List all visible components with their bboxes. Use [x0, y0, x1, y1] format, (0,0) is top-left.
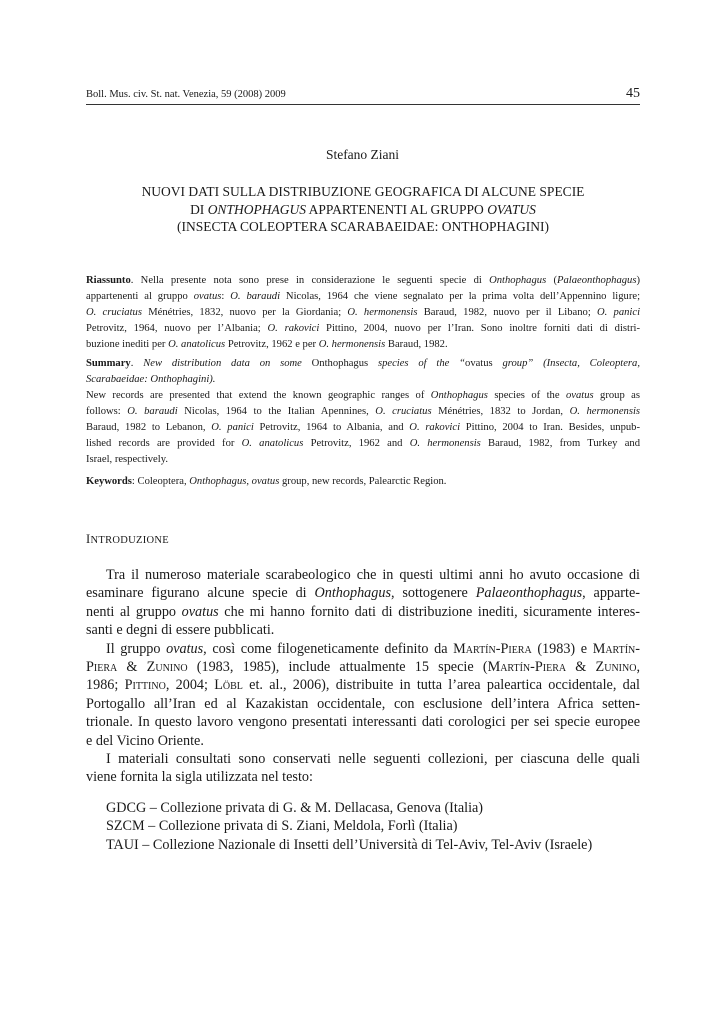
summary-title-line: Scarabaeidae: Onthophagini). [86, 374, 216, 385]
body-line: Portogallo all’Iran ed al Kazakistan occidentale, con esclusione dell’intera Africa setten- [86, 695, 640, 712]
body-line: Il gruppo ovatus, così come filogeneticamente definito da Martín-Piera (1983) e Martín- [106, 640, 640, 657]
riassunto-line: Riassunto. Nella presente nota sono prese in considerazione le seguenti specie di Onthophagus (Palaeonthophagus) [86, 275, 640, 286]
summary-abstract [86, 356, 640, 468]
body-line: trionale. In questo lavoro vengono presentati interessanti dati corologici per sei specie europee [86, 714, 640, 731]
riassunto-line: appartenenti al gruppo ovatus: O. baraudi Nicolas, 1964 che viene segnalato per la prima volta dell’Appennino ligure; [86, 291, 641, 302]
body-line: esaminare figurano alcune specie di Onthophagus, sottogenere Palaeonthophagus, apparte- [86, 585, 640, 602]
keywords-label: Keywords [86, 476, 132, 487]
collection-item: TAUI – Collezione Nazionale di Insetti dell’Università di Tel-Aviv, Tel-Aviv (Israele) [106, 836, 593, 853]
body-line: Tra il numeroso materiale scarabeologico che in questi ultimi anni ho avuto occasione di [106, 567, 640, 583]
journal-citation: Boll. Mus. civ. St. nat. Venezia, 59 (2008) 2009 [86, 89, 286, 100]
riassunto-abstract [86, 273, 640, 353]
summary-line: Baraud, 1982 to Lebanon, O. panici Petrovitz, 1964 to Albania, and O. rakovici Pittino, 2004 to Iran. Besides, unpub- [86, 422, 640, 433]
title-line-1: NUOVI DATI SULLA DISTRIBUZIONE GEOGRAFICA DI ALCUNE SPECIE [141, 184, 585, 199]
title-line-3: (INSECTA COLEOPTERA SCARABAEIDAE: ONTHOPHAGINI) [176, 219, 550, 234]
body-line: e del Vicino Oriente. [86, 732, 204, 749]
body-line: I materiali consultati sono conservati nelle seguenti collezioni, per ciascuna delle quali [106, 751, 640, 768]
summary-line: follows: O. baraudi Nicolas, 1964 to the Italian Apennines, O. cruciatus Ménétries, 1832 to Jordan, O. hermonensis [86, 406, 641, 417]
summary-line: lished records are provided for O. anatolicus Petrovitz, 1962 and O. hermonensis Baraud, 1982, from Turkey and [86, 438, 640, 449]
collection-item: GDCG – Collezione privata di G. & M. Dellacasa, Genova (Italia) [106, 800, 484, 816]
header-rule [86, 104, 640, 105]
riassunto-line: Petrovitz, 1964, nuovo per l’Albania; O. rakovici Pittino, 2004, nuovo per l’Iran. Sono inoltre forniti dati di distri- [86, 323, 640, 334]
body-line: nenti al gruppo ovatus che mi hanno fornito dati di distribuzione inediti, sicuramente interes- [86, 603, 640, 620]
summary-line: Israel, respectively. [86, 454, 168, 465]
body-line: viene fornita la sigla utilizzata nel testo: [86, 769, 313, 786]
collection-item: SZCM – Collezione privata di S. Ziani, Meldola, Forlì (Italia) [106, 818, 458, 835]
riassunto-line: O. cruciatus Ménétries, 1832, nuovo per la Giordania; O. hermonensis Baraud, 1982, nuovo per il Libano; O. panici [86, 307, 641, 318]
riassunto-line: buzione inediti per O. anatolicus Petrovitz, 1962 e per O. hermonensis Baraud, 1982. [86, 339, 448, 350]
body-line: Piera & Zunino (1983, 1985), include attualmente 15 specie (Martín-Piera & Zunino, [86, 659, 640, 676]
title-line-2: DI ONTHOPHAGUS APPARTENENTI AL GRUPPO OVATUS [190, 201, 536, 217]
body-line: santi e degni di essere pubblicati. [86, 622, 275, 639]
introduction-body [86, 566, 640, 787]
summary-line: New records are presented that extend the known geographic ranges of Onthophagus species of the ovatus group as [86, 390, 641, 401]
summary-title-line: Summary. New distribution data on some Onthophagus species of the “ovatus group” (Insecta, Coleoptera, [86, 358, 640, 369]
author-name: Stefano Ziani [325, 147, 400, 162]
summary-label: Summary [86, 358, 131, 369]
body-line: 1986; Pittino, 2004; Löbl et. al., 2006), distribuite in tutta l’area paleartica occidentale, dal [86, 677, 640, 694]
collections-list [106, 799, 592, 854]
keywords [86, 474, 640, 490]
keywords-line: Keywords: Coleoptera, Onthophagus, ovatus group, new records, Palearctic Region. [86, 476, 447, 487]
article-title [86, 183, 640, 236]
running-head [86, 86, 640, 105]
page-number: 45 [626, 86, 640, 101]
section-heading-introduzione: INTRODUZIONE [86, 532, 170, 546]
riassunto-label: Riassunto [86, 275, 131, 286]
